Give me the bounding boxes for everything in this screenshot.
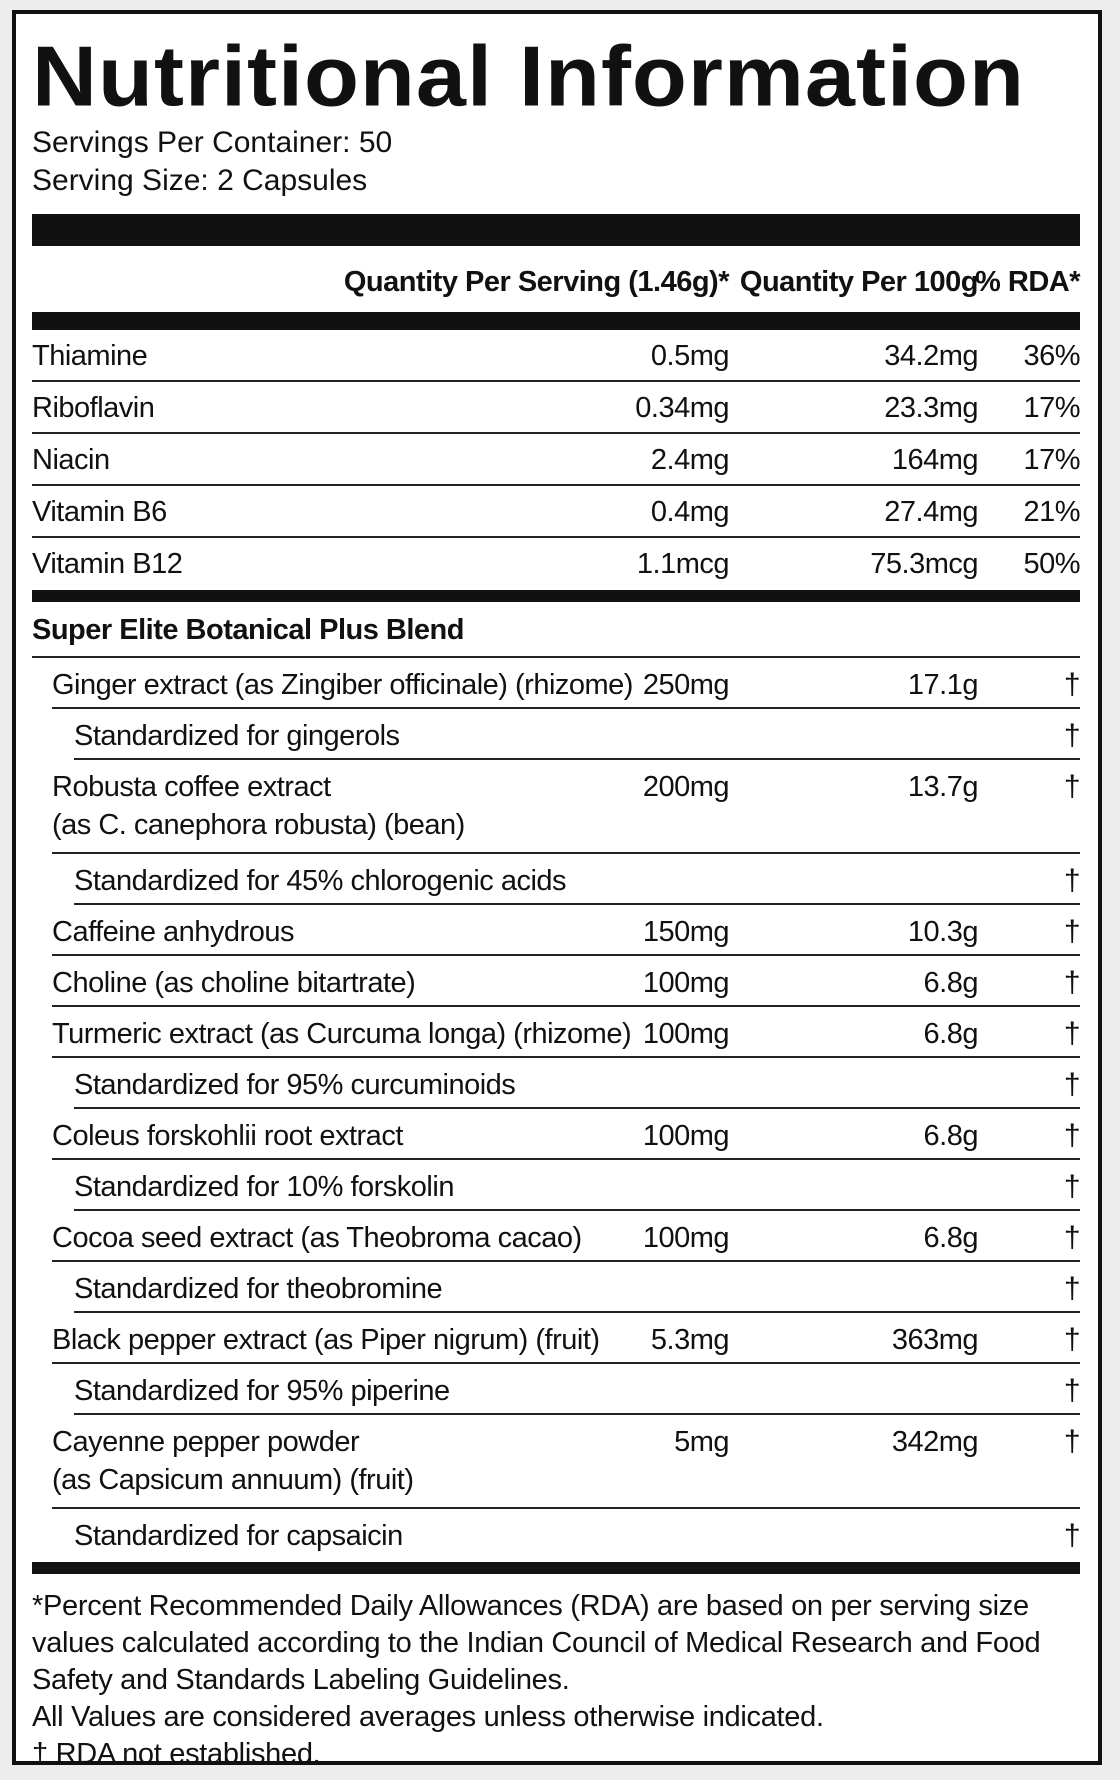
standardization-row (74, 1364, 1080, 1415)
amount-per-serving: 5mg (674, 1426, 729, 1458)
dagger-mark: † (1063, 719, 1080, 752)
ingredient-row (52, 1109, 1080, 1160)
amount-per-serving: 0.5mg (650, 340, 729, 372)
table-row (32, 538, 1080, 588)
ingredient-name-line: Black pepper extract (as Piper nigrum) (fruit) (52, 1324, 600, 1356)
ingredient-name-line: Ginger extract (as Zingiber officinale) (rhizome) (52, 669, 633, 701)
ingredient-name-line: Standardized for capsaicin (74, 1520, 403, 1552)
nutrient-name: Thiamine (32, 340, 148, 372)
header-per-100g: Quantity Per 100g (739, 266, 978, 298)
amount-per-serving: 100mg (642, 1120, 729, 1152)
ingredient-name (52, 913, 294, 951)
amount-per-100g: 17.1g (907, 669, 978, 701)
amount-per-100g: 363mg (891, 1324, 978, 1356)
ingredient-name-line: Standardized for 95% curcuminoids (74, 1069, 516, 1101)
dagger-mark: † (1063, 1425, 1080, 1458)
ingredient-row (52, 1313, 1080, 1364)
blend-title: Super Elite Botanical Plus Blend (32, 602, 1080, 658)
amount-per-serving: 0.4mg (650, 496, 729, 528)
ingredient-name-line: Standardized for gingerols (74, 720, 400, 752)
ingredient-name (52, 1423, 414, 1499)
amount-per-serving: 100mg (642, 967, 729, 999)
ingredient-name (74, 1270, 442, 1308)
table-row (32, 486, 1080, 538)
rda-percent: 21% (1023, 496, 1080, 528)
divider-bar-blend (32, 590, 1080, 602)
ingredient-row (52, 1007, 1080, 1058)
ingredient-name-line: Caffeine anhydrous (52, 916, 294, 948)
dagger-mark: † (1063, 1068, 1080, 1101)
header-per-serving: Quantity Per Serving (1.46g)* (343, 266, 729, 298)
amount-per-100g: 34.2mg (884, 340, 978, 372)
nutrient-name: Riboflavin (32, 392, 155, 424)
amount-per-serving: 2.4mg (650, 444, 729, 476)
ingredient-name-line: Cayenne pepper powder (52, 1426, 360, 1458)
dagger-mark: † (1063, 915, 1080, 948)
dagger-mark: † (1063, 864, 1080, 897)
amount-per-100g: 6.8g (923, 1018, 978, 1050)
nutrition-label (12, 10, 1102, 1770)
amount-per-100g: 13.7g (907, 771, 978, 803)
nutrient-name: Vitamin B12 (32, 548, 183, 580)
amount-per-serving: 200mg (642, 771, 729, 803)
footnote-line: All Values are considered averages unless otherwise indicated. (32, 1701, 824, 1733)
amount-per-100g: 75.3mcg (870, 548, 978, 580)
ingredient-name (52, 1015, 631, 1053)
dagger-mark: † (1063, 1170, 1080, 1203)
ingredient-name (74, 862, 566, 900)
dagger-mark: † (1063, 1119, 1080, 1152)
ingredient-name (52, 1117, 403, 1155)
ingredient-name-line: Standardized for theobromine (74, 1273, 443, 1305)
standardization-row (74, 709, 1080, 760)
table-row (32, 434, 1080, 486)
amount-per-100g: 23.3mg (884, 392, 978, 424)
ingredient-row (52, 956, 1080, 1007)
dagger-mark: † (1063, 1374, 1080, 1407)
ingredient-row (52, 658, 1080, 709)
ingredient-name-line: (as Capsicum annuum) (fruit) (52, 1464, 414, 1496)
amount-per-100g: 6.8g (923, 967, 978, 999)
ingredient-name (74, 1168, 454, 1206)
ingredient-name-line: Turmeric extract (as Curcuma longa) (rhizome) (52, 1018, 632, 1050)
ingredient-name (52, 964, 415, 1002)
ingredient-name-line: Coleus forskohlii root extract (52, 1120, 403, 1152)
standardization-row (74, 854, 1080, 905)
dagger-mark: † (1063, 1272, 1080, 1305)
divider-bar-top (32, 214, 1080, 246)
rda-percent: 17% (1023, 444, 1080, 476)
rda-percent: 17% (1023, 392, 1080, 424)
amount-per-serving: 100mg (642, 1018, 729, 1050)
footnote-line: † RDA not established. (32, 1738, 321, 1770)
dagger-mark: † (1063, 1221, 1080, 1254)
divider-bar-header (32, 312, 1080, 330)
amount-per-100g: 342mg (891, 1426, 978, 1458)
ingredient-name (74, 1517, 403, 1555)
amount-per-100g: 6.8g (923, 1120, 978, 1152)
standardization-row (74, 1058, 1080, 1109)
amount-per-100g: 27.4mg (884, 496, 978, 528)
ingredient-name (74, 1372, 450, 1410)
rda-percent: 36% (1023, 340, 1080, 372)
ingredient-name (74, 717, 400, 755)
amount-per-serving: 150mg (642, 916, 729, 948)
ingredient-name-line: Standardized for 95% piperine (74, 1375, 450, 1407)
label-title: Nutritional Information (32, 29, 1025, 125)
ingredient-name-line: (as C. canephora robusta) (bean) (52, 809, 465, 841)
footnote-line: Safety and Standards Labeling Guidelines. (32, 1664, 570, 1696)
footnote-line: *Percent Recommended Daily Allowances (RDA) are based on per serving size (32, 1590, 1029, 1622)
ingredient-name (52, 1219, 582, 1257)
amount-per-100g: 10.3g (907, 916, 978, 948)
nutrient-name: Vitamin B6 (32, 496, 167, 528)
dagger-mark: † (1063, 1519, 1080, 1552)
ingredient-name (52, 768, 465, 844)
vitamin-table (32, 330, 1080, 588)
ingredient-row (52, 1415, 1080, 1509)
table-row (32, 382, 1080, 434)
ingredient-name (52, 1321, 600, 1359)
ingredient-name-line: Cocoa seed extract (as Theobroma cacao) (52, 1222, 582, 1254)
standardization-row (74, 1160, 1080, 1211)
ingredient-row (52, 760, 1080, 854)
serving-size: Serving Size: 2 Capsules (32, 164, 368, 197)
footnote-line: values calculated according to the Indian Council of Medical Research and Food (32, 1627, 1041, 1659)
dagger-mark: † (1063, 1323, 1080, 1356)
header-rda: % RDA* (975, 266, 1080, 298)
ingredient-name-line: Robusta coffee extract (52, 771, 331, 803)
ingredient-name (52, 666, 633, 704)
servings-per-container: Servings Per Container: 50 (32, 126, 393, 159)
amount-per-serving: 0.34mg (635, 392, 729, 424)
amount-per-serving: 100mg (642, 1222, 729, 1254)
table-row (32, 330, 1080, 382)
standardization-row (74, 1509, 1080, 1558)
ingredient-name-line: Choline (as choline bitartrate) (52, 967, 416, 999)
footnotes (32, 1588, 1080, 1773)
dagger-mark: † (1063, 668, 1080, 701)
dagger-mark: † (1063, 966, 1080, 999)
label-content (32, 14, 1080, 1770)
dagger-mark: † (1063, 1017, 1080, 1050)
ingredient-name-line: Standardized for 10% forskolin (74, 1171, 454, 1203)
amount-per-serving: 250mg (642, 669, 729, 701)
rda-percent: 50% (1023, 548, 1080, 580)
dagger-mark: † (1063, 770, 1080, 803)
ingredient-name-line: Standardized for 45% chlorogenic acids (74, 865, 567, 897)
ingredient-row (52, 1211, 1080, 1262)
amount-per-100g: 6.8g (923, 1222, 978, 1254)
blend-table (32, 658, 1080, 1558)
amount-per-serving: 5.3mg (650, 1324, 729, 1356)
ingredient-row (52, 905, 1080, 956)
amount-per-100g: 164mg (891, 444, 978, 476)
nutrient-name: Niacin (32, 444, 110, 476)
ingredient-name (74, 1066, 515, 1104)
divider-bar-footer (32, 1562, 1080, 1574)
column-header-row (32, 246, 1080, 312)
standardization-row (74, 1262, 1080, 1313)
amount-per-serving: 1.1mcg (636, 548, 729, 580)
